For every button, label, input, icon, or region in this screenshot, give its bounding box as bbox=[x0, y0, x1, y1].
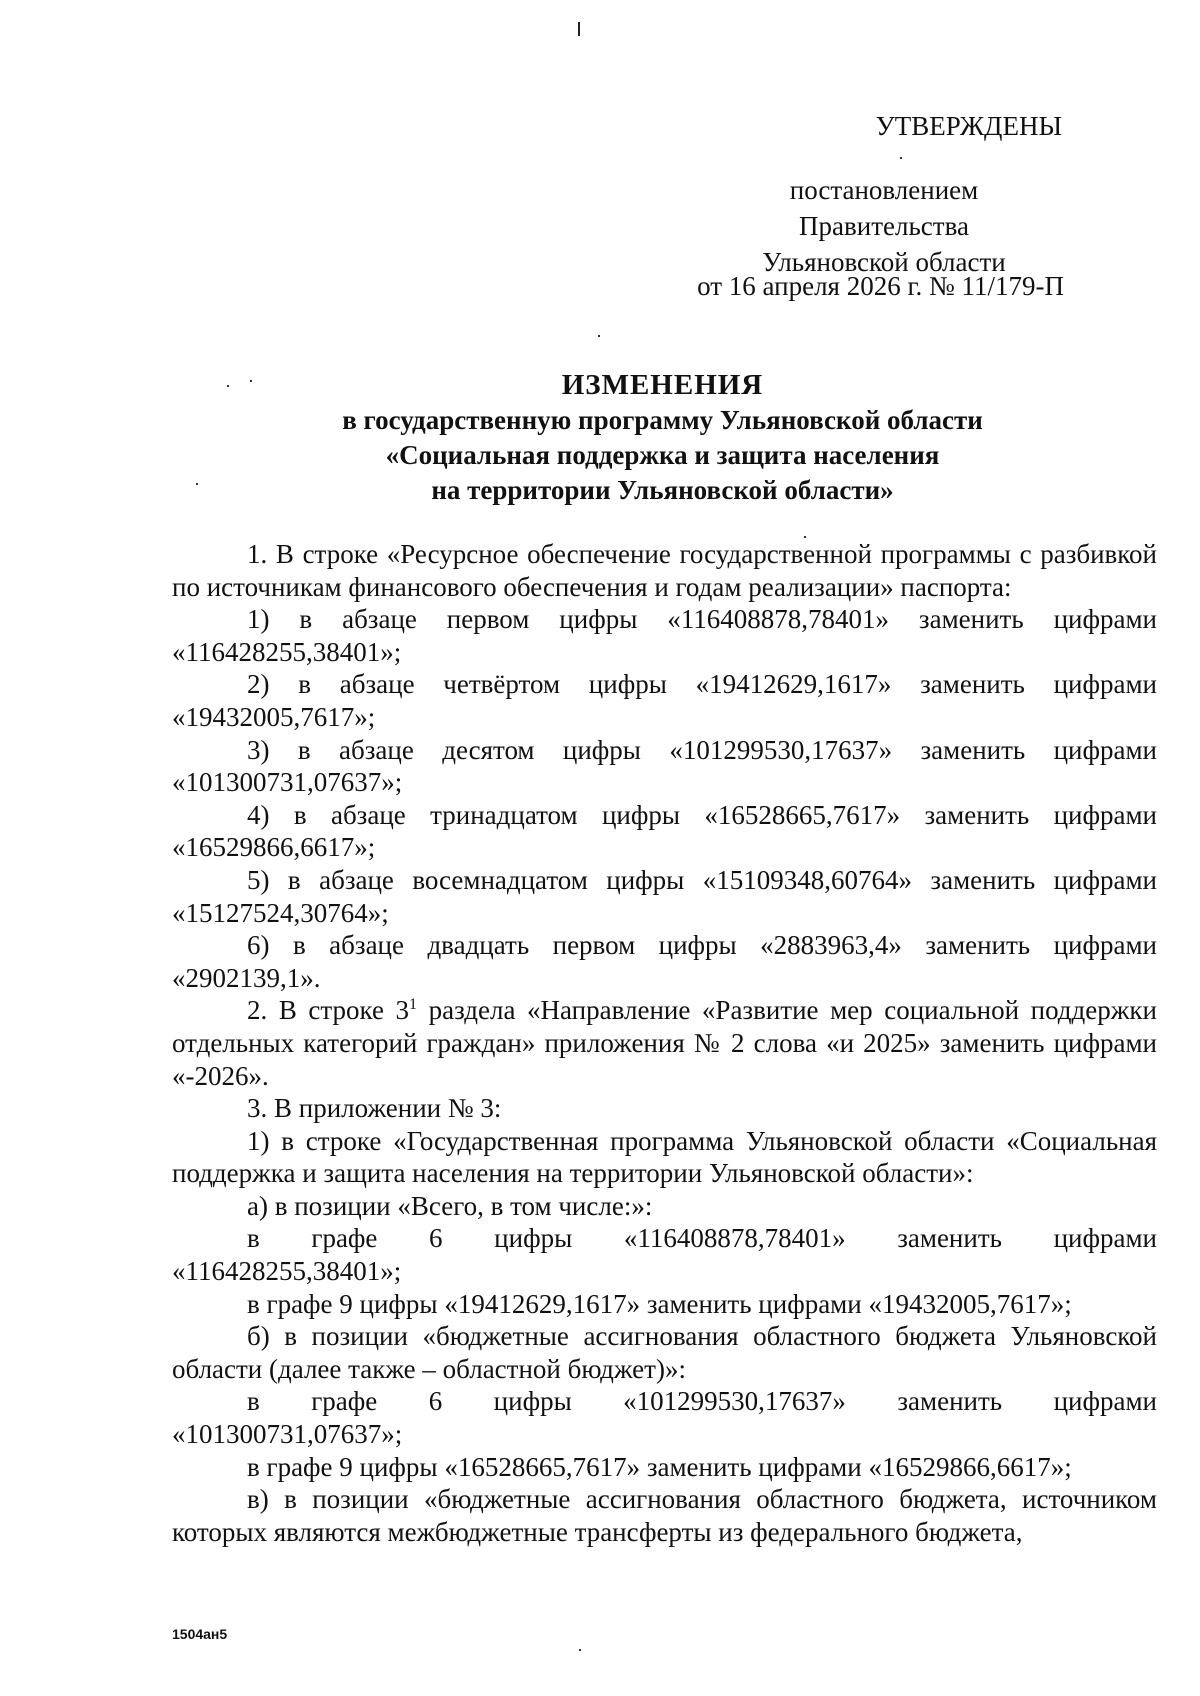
approval-authority-line: Ульяновской области bbox=[762, 247, 1006, 277]
document-heading bbox=[170, 368, 1155, 508]
scan-speck bbox=[196, 483, 198, 485]
item-1-4: 4) в абзаце тринадцатом цифры «16528665,7617» заменить цифрами «16529866,6617»; bbox=[172, 799, 1157, 863]
document-body bbox=[172, 538, 1157, 1548]
item-1-5: 5) в абзаце восемнадцатом цифры «15109348,60764» заменить цифрами «15127524,30764»; bbox=[172, 864, 1157, 928]
item-3-1-b-graph9: в графе 9 цифры «16528665,7617» заменить цифрами «16529866,6617»; bbox=[247, 1451, 1072, 1482]
item-2-superscript: 1 bbox=[409, 996, 418, 1014]
scan-speck bbox=[900, 157, 902, 159]
item-3-1-b-graph6: в графе 6 цифры «101299530,17637» заменить цифрами bbox=[247, 1386, 1157, 1417]
item-1-1: 1) в абзаце первом цифры «116408878,78401» заменить цифрами «116428255,38401»; bbox=[172, 604, 1157, 667]
approval-authority-line: постановлением Правительства bbox=[789, 175, 979, 241]
item-1-3: 3) в абзаце десятом цифры «101299530,17637» заменить цифрами «101300731,07637»; bbox=[172, 734, 1157, 798]
item-3-1-a-graph6-value: «116428255,38401»; bbox=[172, 1256, 402, 1287]
item-1: 1. В строке «Ресурсное обеспечение государственной программы с разбивкой по источникам финансового обеспечения и годам реализации» паспорта: bbox=[172, 539, 1157, 602]
item-1-2: 2) в абзаце четвёртом цифры «19412629,1617» заменить цифрами «19432005,7617»; bbox=[172, 669, 1157, 732]
scan-speck bbox=[227, 385, 229, 387]
item-3-1-a: а) в позиции «Всего, в том числе:»: bbox=[247, 1190, 653, 1221]
scan-speck bbox=[579, 1649, 581, 1651]
heading-line: в государственную программу Ульяновской области bbox=[342, 405, 983, 435]
item-3-1-c: в) в позиции «бюджетные ассигнования областного бюджета, источником которых являются межбюджетные трансферты из федерального бюджета, bbox=[172, 1484, 1157, 1547]
item-3: 3. В приложении № 3: bbox=[247, 1093, 502, 1124]
approval-date: от 16 апреля 2026 г. № 11/179-П bbox=[697, 271, 1064, 301]
item-1-6: 6) в абзаце двадцать первом цифры «2883963,4» заменить цифрами «2902139,1». bbox=[172, 930, 1157, 993]
item-3-1-b-graph6-value: «101300731,07637»; bbox=[172, 1419, 403, 1450]
scan-speck bbox=[804, 536, 806, 538]
scan-speck bbox=[250, 380, 252, 382]
heading-title: ИЗМЕНЕНИЯ bbox=[561, 369, 764, 401]
scan-speck bbox=[598, 335, 600, 337]
item-3-1: 1) в строке «Государственная программа Ульяновской области «Социальная поддержка и защита населения на территории Ульяновской области»: bbox=[172, 1125, 1157, 1189]
item-3-1-a-graph9: в графе 9 цифры «19412629,1617» заменить цифрами «19432005,7617»; bbox=[247, 1288, 1072, 1319]
item-2 bbox=[172, 994, 1157, 1092]
heading-line: на территории Ульяновской области» bbox=[431, 475, 894, 505]
item-2-rest: раздела «Направление «Развитие мер социальной поддержки отдельных категорий граждан» приложения № 2 слова «и 2025» заменить цифрами «-2026». bbox=[172, 995, 1157, 1091]
item-2-start: 2. В строке 3 bbox=[247, 995, 410, 1026]
heading-line: «Социальная поддержка и защита населения bbox=[385, 440, 940, 470]
document-code: 1504ан5 bbox=[172, 1626, 228, 1642]
item-3-1-a-graph6: в графе 6 цифры «116408878,78401» заменить цифрами bbox=[247, 1223, 1157, 1254]
approval-title: УТВЕРЖДЕНЫ bbox=[875, 111, 1062, 141]
approval-authority bbox=[704, 172, 1064, 280]
item-3-1-b: б) в позиции «бюджетные ассигнования областного бюджета Ульяновской области (далее также – областной бюджет)»: bbox=[172, 1321, 1157, 1384]
page-mark bbox=[578, 22, 580, 36]
